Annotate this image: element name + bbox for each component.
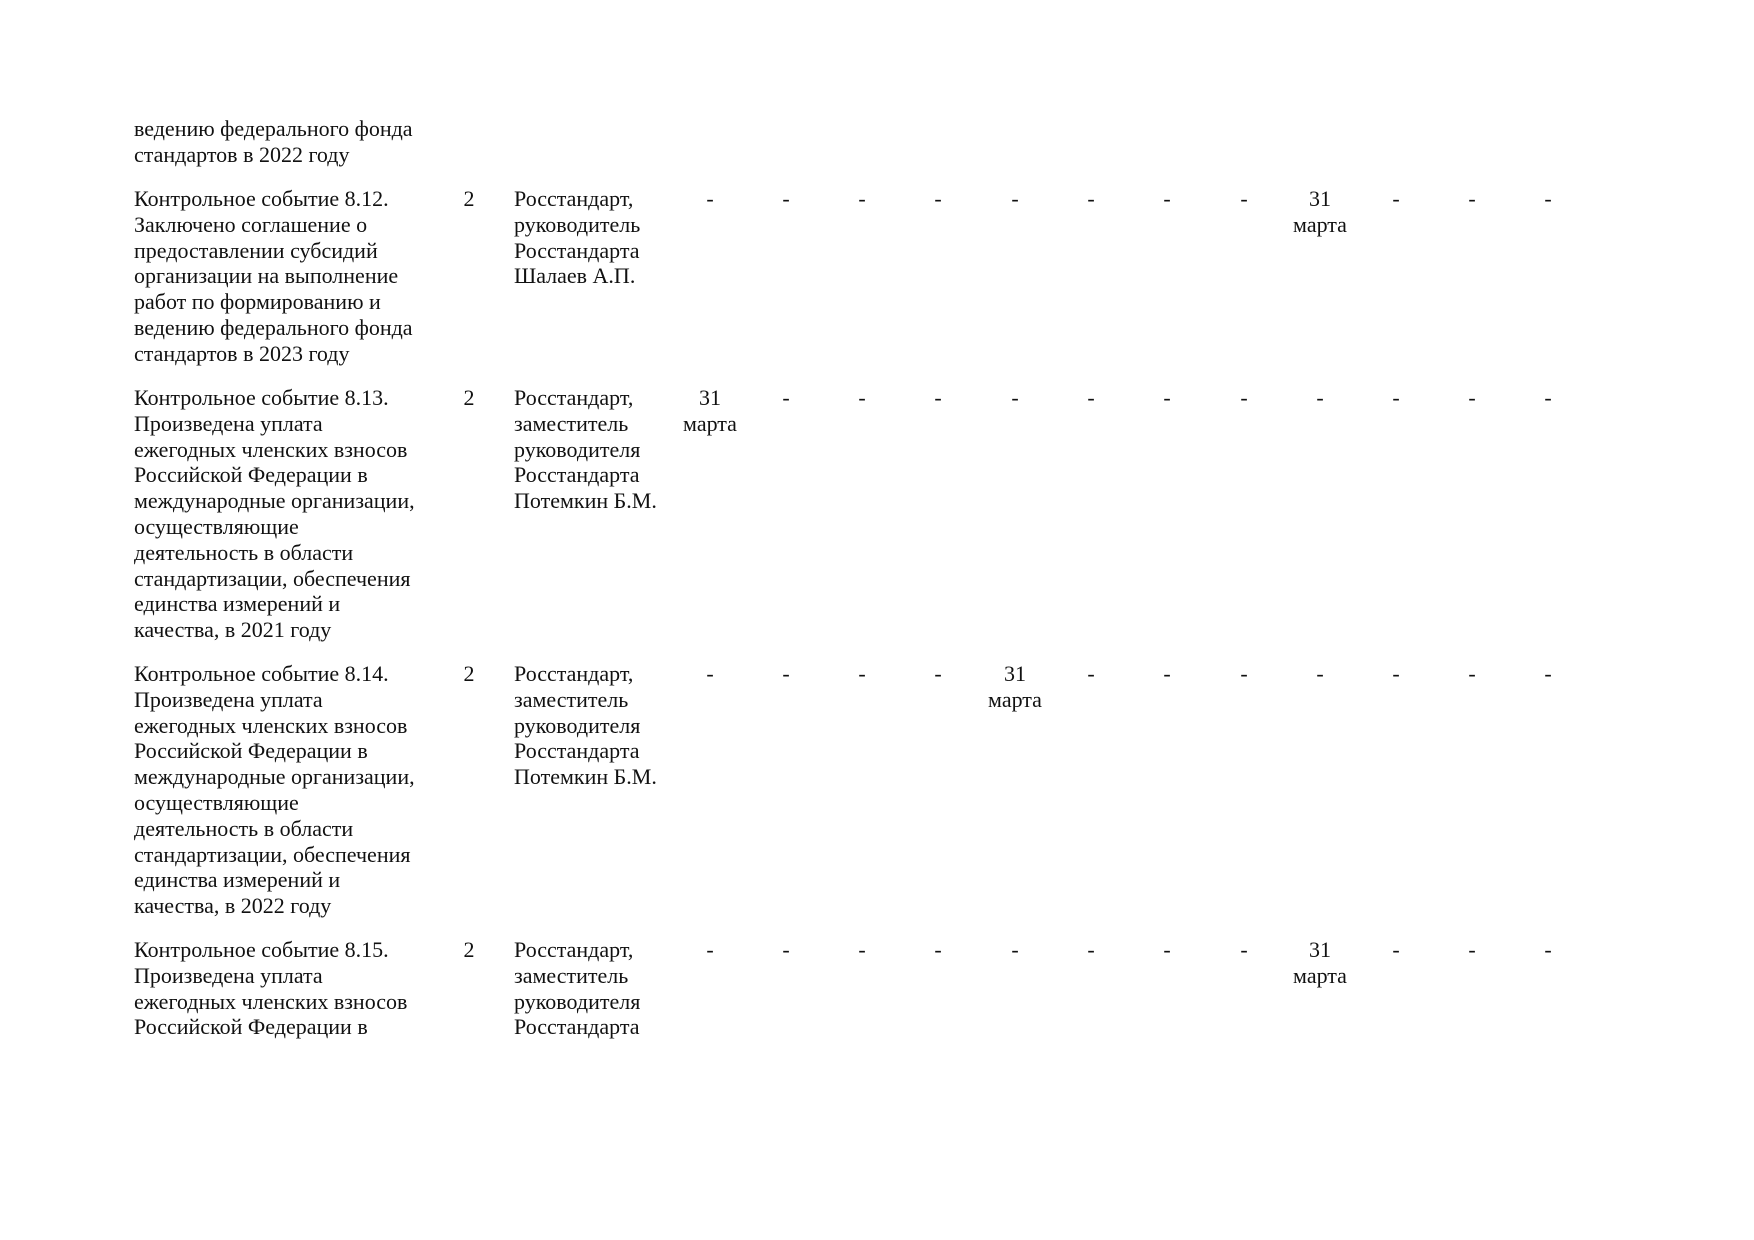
responsible-person: Росстандарт, заместитель руководителя Росстандарта Потемкин Б.М. — [514, 661, 657, 790]
quarter-cell: - — [934, 937, 942, 962]
event-level: 2 — [463, 937, 475, 962]
quarter-cell: - — [1163, 385, 1171, 410]
event-description: ведению федерального фонда стандартов в 2022 году — [134, 116, 413, 167]
quarter-cell: - — [1163, 937, 1171, 962]
quarter-cell: - — [1163, 186, 1171, 211]
quarter-cell: - — [1011, 937, 1019, 962]
quarter-cell: - — [858, 937, 866, 962]
quarter-cell: - — [858, 186, 866, 211]
event-level: 2 — [463, 385, 475, 410]
quarter-cell: - — [1240, 186, 1248, 211]
quarter-cell: - — [1087, 661, 1095, 686]
quarter-cell: - — [1240, 385, 1248, 410]
quarter-cell: - — [1087, 186, 1095, 211]
quarter-cell: - — [1468, 937, 1476, 962]
quarter-cell: - — [1468, 186, 1476, 211]
quarter-cell: - — [934, 385, 942, 410]
quarter-cell: - — [1544, 937, 1552, 962]
event-description: Контрольное событие 8.13. Произведена уплата ежегодных членских взносов Российской Федерации в международные организации, осуществляющие деятельность в области стандартизации, обеспечения единства измерений и качества, в 2021 году — [134, 385, 415, 643]
quarter-cell: - — [934, 661, 942, 686]
event-description: Контрольное событие 8.15. Произведена уплата ежегодных членских взносов Российской Федерации в — [134, 937, 408, 1040]
quarter-cell: - — [1240, 937, 1248, 962]
quarter-cell: - — [1544, 661, 1552, 686]
quarter-cell: - — [782, 385, 790, 410]
quarter-cell: - — [934, 186, 942, 211]
quarter-cell: 31 марта — [1293, 186, 1347, 237]
quarter-cell: - — [706, 186, 714, 211]
event-level: 2 — [463, 661, 475, 686]
quarter-cell: - — [782, 661, 790, 686]
quarter-cell: - — [858, 661, 866, 686]
quarter-cell: - — [1468, 385, 1476, 410]
quarter-cell: - — [706, 937, 714, 962]
quarter-cell: - — [858, 385, 866, 410]
quarter-cell: - — [782, 937, 790, 962]
quarter-cell: - — [1011, 186, 1019, 211]
quarter-cell: - — [1544, 186, 1552, 211]
quarter-cell: - — [1392, 661, 1400, 686]
quarter-cell: - — [1087, 385, 1095, 410]
quarter-cell: - — [1087, 937, 1095, 962]
quarter-cell: 31 марта — [988, 661, 1042, 712]
quarter-cell: - — [1468, 661, 1476, 686]
quarter-cell: 31 марта — [683, 385, 737, 436]
quarter-cell: - — [1163, 661, 1171, 686]
responsible-person: Росстандарт, заместитель руководителя Росстандарта — [514, 937, 641, 1040]
quarter-cell: - — [1544, 385, 1552, 410]
quarter-cell: - — [782, 186, 790, 211]
responsible-person: Росстандарт, заместитель руководителя Росстандарта Потемкин Б.М. — [514, 385, 657, 514]
quarter-cell: - — [1240, 661, 1248, 686]
quarter-cell: - — [1392, 186, 1400, 211]
quarter-cell: - — [1392, 385, 1400, 410]
responsible-person: Росстандарт, руководитель Росстандарта Шалаев А.П. — [514, 186, 641, 289]
quarter-cell: 31 марта — [1293, 937, 1347, 988]
quarter-cell: - — [1316, 385, 1324, 410]
event-description: Контрольное событие 8.14. Произведена уплата ежегодных членских взносов Российской Федерации в международные организации, осуществляющие деятельность в области стандартизации, обеспечения единства измерений и качества, в 2022 году — [134, 661, 415, 919]
quarter-cell: - — [1316, 661, 1324, 686]
quarter-cell: - — [706, 661, 714, 686]
quarter-cell: - — [1011, 385, 1019, 410]
event-description: Контрольное событие 8.12. Заключено соглашение о предоставлении субсидий организации на выполнение работ по формированию и ведению федерального фонда стандартов в 2023 году — [134, 186, 413, 366]
quarter-cell: - — [1392, 937, 1400, 962]
event-level: 2 — [463, 186, 475, 211]
